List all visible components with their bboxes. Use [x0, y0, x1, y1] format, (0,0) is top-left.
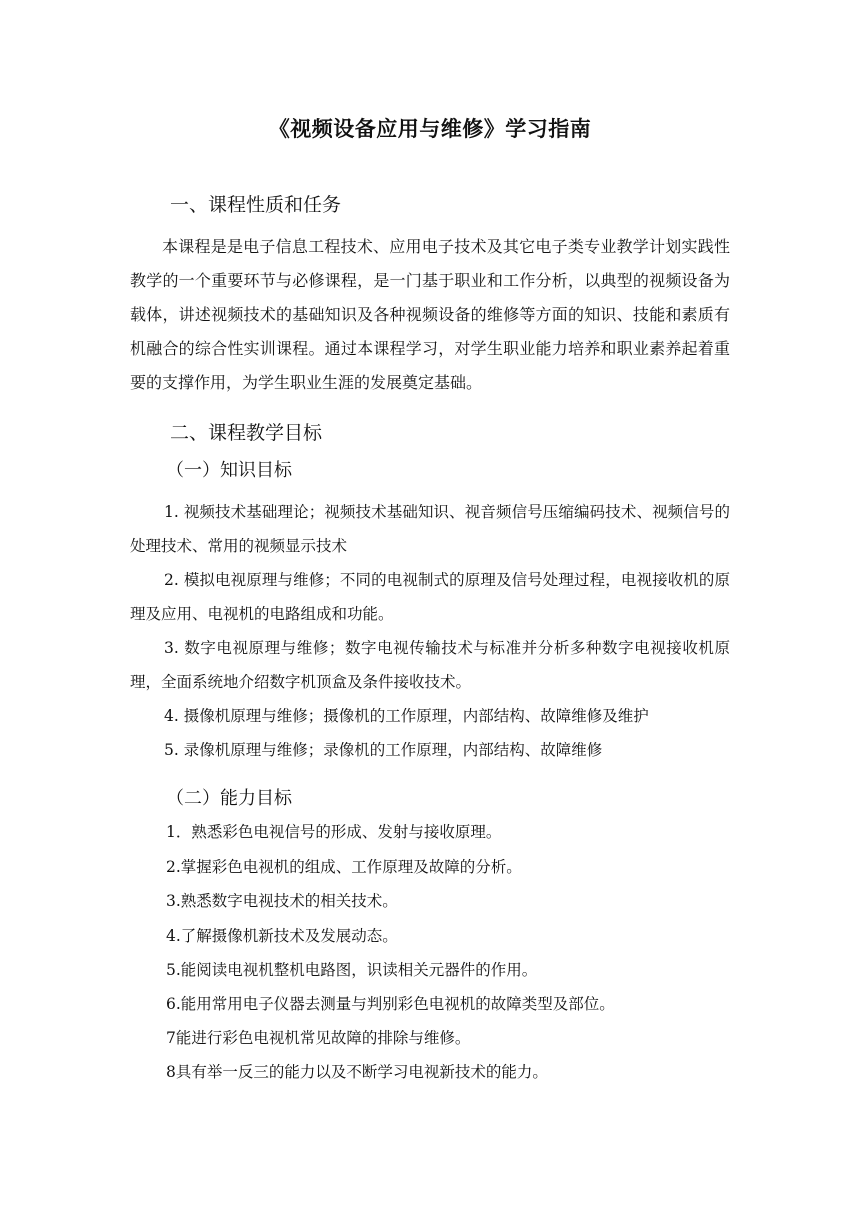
knowledge-item-3: 3. 数字电视原理与维修；数字电视传输技术与标准并分析多种数字电视接收机原理，全面系统地介绍数字机顶盒及条件接收技术。 [130, 639, 730, 691]
subheading-knowledge-goals: （一）知识目标 [166, 460, 292, 481]
ability-item-8: 8具有举一反三的能力以及不断学习电视新技术的能力。 [166, 1063, 548, 1081]
ability-item-7: 7能进行彩色电视机常见故障的排除与维修。 [166, 1029, 471, 1047]
section-heading-course-nature: 一、课程性质和任务 [170, 194, 342, 216]
ability-item-6: 6.能用常用电子仪器去测量与判别彩色电视机的故障类型及部位。 [166, 995, 615, 1013]
ability-item-4: 4.了解摄像机新技术及发展动态。 [166, 927, 398, 945]
course-nature-paragraph: 本课程是是电子信息工程技术、应用电子技术及其它电子类专业教学计划实践性教学的一个重要环节与必修课程，是一门基于职业和工作分析，以典型的视频设备为载体，讲述视频技术的基础知识及各种视频设备的维修等方面的知识、技能和素质有机融合的综合性实训课程。通过本课程学习，对学生职业能力培养和职业素养起着重要的支撑作用，为学生职业生涯的发展奠定基础。 [130, 237, 730, 392]
document-title: 《视频设备应用与维修》学习指南 [268, 117, 592, 141]
ability-item-1: 1．熟悉彩色电视信号的形成、发射与接收原理。 [166, 823, 502, 841]
knowledge-item-1: 1. 视频技术基础理论；视频技术基础知识、视音频信号压缩编码技术、视频信号的处理技术、常用的视频显示技术 [130, 503, 730, 555]
ability-item-3: 3.熟悉数字电视技术的相关技术。 [166, 892, 398, 910]
subheading-ability-goals: （二）能力目标 [166, 788, 292, 809]
section-heading-teaching-goals: 二、课程教学目标 [170, 422, 323, 444]
knowledge-item-2: 2. 模拟电视原理与维修；不同的电视制式的原理及信号处理过程，电视接收机的原理及应用、电视机的电路组成和功能。 [130, 571, 730, 623]
ability-item-2: 2.掌握彩色电视机的组成、工作原理及故障的分析。 [166, 858, 522, 876]
ability-item-5: 5.能阅读电视机整机电路图，识读相关元器件的作用。 [166, 961, 538, 979]
knowledge-item-4: 4. 摄像机原理与维修；摄像机的工作原理，内部结构、故障维修及维护 [164, 707, 649, 725]
knowledge-item-5: 5. 录像机原理与维修；录像机的工作原理，内部结构、故障维修 [164, 741, 603, 759]
